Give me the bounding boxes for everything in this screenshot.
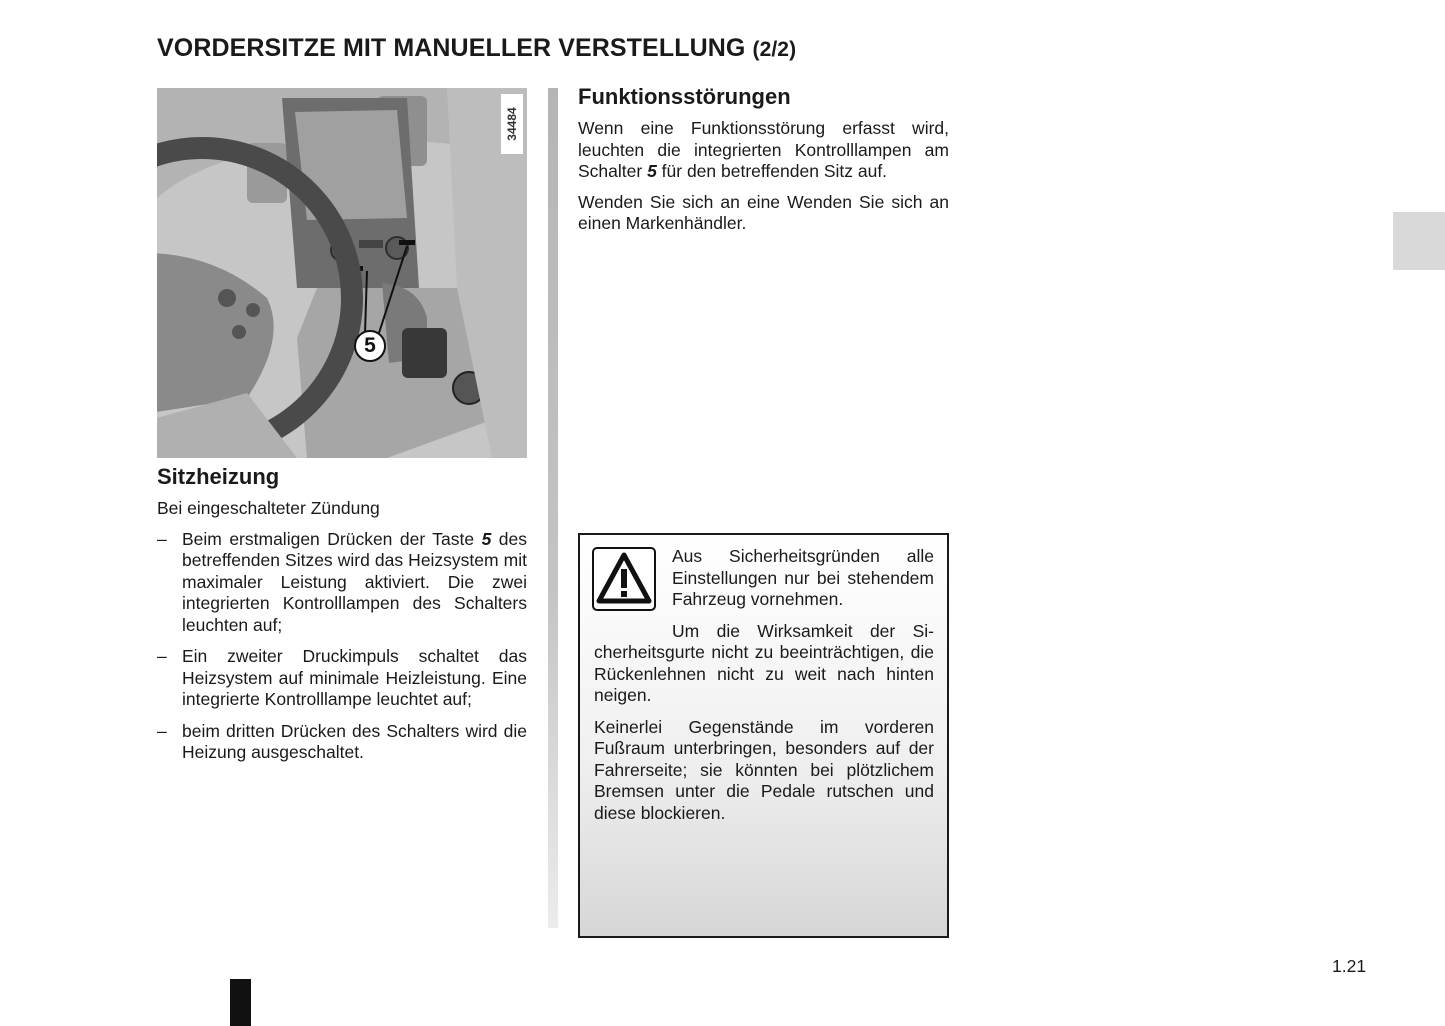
column-divider xyxy=(548,88,558,928)
warning-text xyxy=(594,546,934,834)
list-item xyxy=(157,646,527,711)
funktionsstoerungen-paragraph xyxy=(578,118,949,183)
figure-code-text: 34484 xyxy=(505,107,519,141)
sitzheizung-list xyxy=(157,529,527,764)
warning-paragraph: Keinerlei Gegenstände im vorderen Fußraum unterbringen, besonders auf der Fahrerseite; sie könnten bei plötzlichem Bremsen unter die Pedale rutschen und diese blockieren. xyxy=(594,716,934,823)
warning-paragraph: Aus Sicherheitsgründen alle Einstellungen nur bei stehendem Fahrzeug vornehmen. xyxy=(672,546,934,609)
list-item-text: Ein zweiter Druckimpuls schaltet das Heizsystem auf minimale Heizleistung. Eine integrierte Kontrolllampe leuchtet auf; xyxy=(182,646,527,709)
sitzheizung-heading: Sitzheizung xyxy=(157,464,280,489)
sitzheizung-intro: Bei eingeschalteter Zündung xyxy=(157,498,380,518)
list-dash: – xyxy=(157,528,167,549)
list-item xyxy=(157,529,527,637)
chapter-tab xyxy=(1393,212,1445,270)
funktionsstoerungen-heading: Funktionsstörungen xyxy=(578,84,791,109)
section-sitzheizung xyxy=(157,464,527,774)
list-item-text: des betreffenden Sitzes wird das Heizsystem mit maximaler Leistung aktiviert. Die zwei integrierten Kontrolllampen des Schalters leuchten auf; xyxy=(182,528,528,635)
paragraph-text: Wenn eine Funktionsstörung erfasst wird, leuchten die integrierten Kontrolllampen am Schalter xyxy=(578,118,949,181)
key-reference: 5 xyxy=(481,528,492,549)
page-title xyxy=(157,34,957,63)
list-dash: – xyxy=(157,720,167,741)
list-item-text: Beim erstmaligen Drücken der Taste xyxy=(182,528,482,549)
page-title-part: (2/2) xyxy=(752,38,797,61)
page-title-text: VORDERSITZE MIT MANUELLER VERSTELLUNG xyxy=(157,34,746,62)
dashboard-drawing xyxy=(157,88,527,458)
list-dash: – xyxy=(157,646,167,666)
funktionsstoerungen-contact: Wenden Sie sich an eine Wenden Sie sich an einen Markenhändler. xyxy=(578,191,949,233)
warning-paragraph: Um die Wirksamkeit der Sicherheitsgurte nicht zu beeinträchtigen, die Rückenlehnen nicht zu weit nach hinten neigen. xyxy=(594,620,934,705)
figure-code xyxy=(501,94,523,154)
page-number: 1.21 xyxy=(1332,956,1367,976)
paragraph-text: für den betreffenden Sitz auf. xyxy=(656,161,888,181)
list-item xyxy=(157,721,527,764)
warning-box xyxy=(578,533,949,938)
dashboard-illustration xyxy=(157,88,527,458)
callout-marker: 5 xyxy=(354,330,386,362)
edge-marker xyxy=(230,979,251,1026)
key-reference: 5 xyxy=(647,161,657,181)
list-item-text: beim dritten Drücken des Schalters wird die Heizung ausgeschaltet. xyxy=(182,720,527,762)
section-funktionsstoerungen xyxy=(578,84,949,244)
